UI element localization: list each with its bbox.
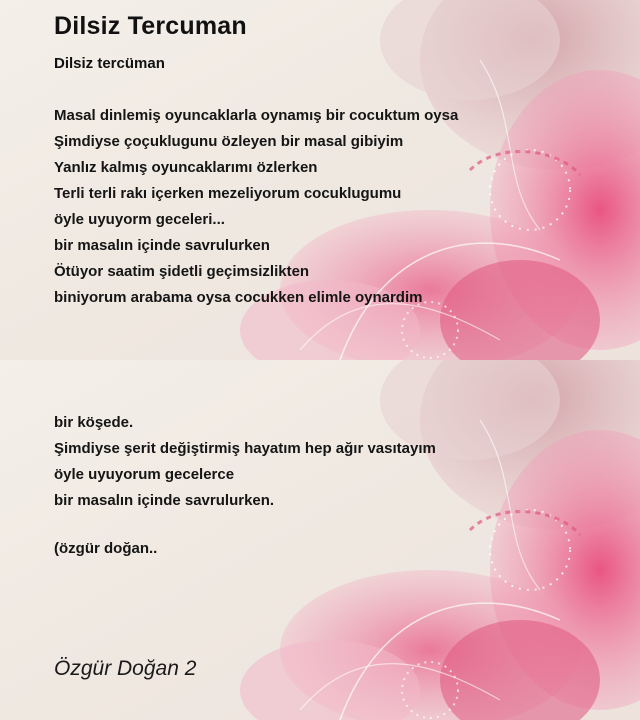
poem-line: Şimdiyse şerit değiştirmiş hayatım hep ağır vasıtayım xyxy=(54,440,436,457)
poem-line: Masal dinlemiş oyuncaklarla oynamış bir cocuktum oysa xyxy=(54,107,459,124)
poem-title: Dilsiz Tercuman xyxy=(54,12,247,40)
poem-closing: (özgür doğan.. xyxy=(54,540,158,557)
stanza-one xyxy=(54,103,458,311)
poem-line: bir masalın içinde savrulurken xyxy=(54,237,270,254)
poem-author: Özgür Doğan 2 xyxy=(54,657,197,680)
poem-line: öyle uyuyorm geceleri... xyxy=(54,211,225,228)
poem-line: biniyorum arabama oysa cocukken elimle oynardim xyxy=(54,289,423,306)
poem-line: bir köşede. xyxy=(54,414,134,431)
poem-line: Ötüyor saatim şidetli geçimsizlikten xyxy=(54,263,310,280)
poem-subtitle: Dilsiz tercüman xyxy=(54,55,165,72)
poem-line: bir masalın içinde savrulurken. xyxy=(54,492,275,509)
poem-line: Terli terli rakı içerken mezeliyorum cocuklugumu xyxy=(54,185,402,202)
poem-line: Şimdiyse çoçuklugunu özleyen bir masal gibiyim xyxy=(54,133,404,150)
poem-line: Yanlız kalmış oyuncaklarımı özlerken xyxy=(54,159,318,176)
poem-line: öyle uyuyorum gecelerce xyxy=(54,466,235,483)
stanza-two xyxy=(54,410,436,514)
